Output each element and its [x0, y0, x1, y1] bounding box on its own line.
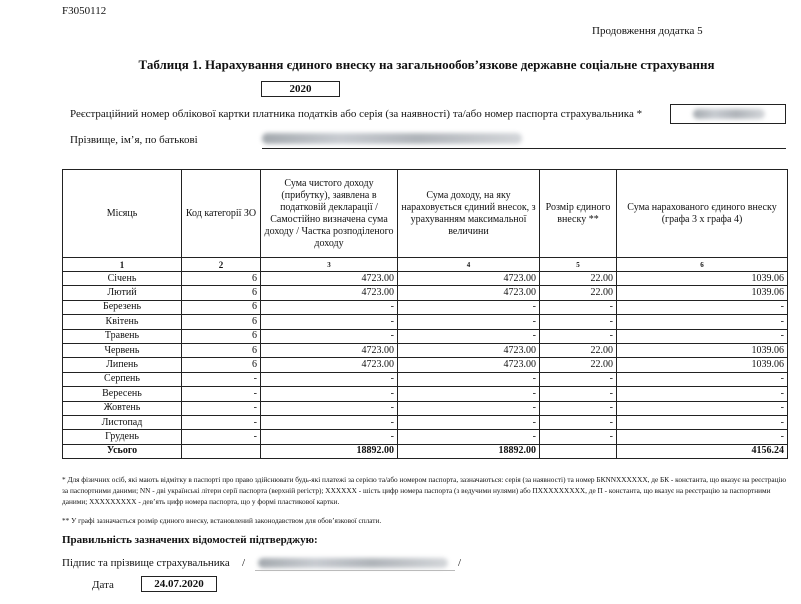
- cell-month: Квітень: [63, 315, 182, 329]
- table-row: [63, 372, 788, 386]
- cell-rate: 22.00: [540, 286, 617, 300]
- table-row: [63, 387, 788, 401]
- cell-month: Травень: [63, 329, 182, 343]
- col-number: 4: [398, 258, 540, 272]
- signature-slash: /: [458, 557, 462, 569]
- cell-net-income: 4723.00: [261, 343, 398, 357]
- cell-net-income: -: [261, 372, 398, 386]
- cell-contribution: -: [617, 387, 788, 401]
- cell-contribution: 4156.24: [617, 444, 788, 458]
- cell-month: Січень: [63, 272, 182, 286]
- redacted-full-name: [262, 133, 522, 144]
- cell-assessable-income: -: [398, 300, 540, 314]
- year-field: 2020: [261, 81, 340, 97]
- cell-assessable-income: -: [398, 315, 540, 329]
- col-assessable-income-header: Сума доходу, на яку нараховується єдиний внесок, з урахуванням максимальної величини: [398, 170, 540, 258]
- cell-net-income: -: [261, 315, 398, 329]
- cell-net-income: -: [261, 329, 398, 343]
- cell-assessable-income: -: [398, 415, 540, 429]
- cell-net-income: 4723.00: [261, 286, 398, 300]
- cell-assessable-income: 18892.00: [398, 444, 540, 458]
- cell-net-income: -: [261, 300, 398, 314]
- cell-assessable-income: 4723.00: [398, 343, 540, 357]
- cell-rate: -: [540, 329, 617, 343]
- table-row: [63, 329, 788, 343]
- date-field: 24.07.2020: [141, 576, 217, 592]
- cell-net-income: 4723.00: [261, 358, 398, 372]
- cell-contribution: -: [617, 300, 788, 314]
- cell-net-income: 4723.00: [261, 272, 398, 286]
- col-number: 6: [617, 258, 788, 272]
- col-number: 2: [182, 258, 261, 272]
- col-number: 1: [63, 258, 182, 272]
- cell-month: Березень: [63, 300, 182, 314]
- cell-month: Липень: [63, 358, 182, 372]
- footnote-passport: * Для фізичних осіб, які мають відмітку в паспорті про право здійснювати будь-які платежі за серією та/або номером паспорта, зазначаються: серія (за наявності) та номер БКNNXXXXXX, де БК - константа, що вказує на реєстрацію за паспортними даними; NN - дві українські літери серії паспорта (верхній регістр); XXXXXX - шість цифр номера паспорта (з ведучими нулями) або ПXXXXXXXXX, де П - константа, що вказує на реєстрацію за паспортними даними; XXXXXXXXX - дев’ять цифр номера паспорта, що у формі пластикової картки.: [62, 475, 787, 506]
- table-row: [63, 286, 788, 300]
- cell-contribution: 1039.06: [617, 286, 788, 300]
- cell-rate: -: [540, 372, 617, 386]
- signature-slash: /: [242, 557, 246, 569]
- table-row: [63, 358, 788, 372]
- cell-assessable-income: -: [398, 387, 540, 401]
- cell-category: 6: [182, 286, 261, 300]
- cell-assessable-income: -: [398, 430, 540, 444]
- cell-contribution: -: [617, 415, 788, 429]
- continuation-note: Продовження додатка 5: [592, 25, 703, 37]
- cell-assessable-income: -: [398, 329, 540, 343]
- cell-category: -: [182, 401, 261, 415]
- cell-rate: 22.00: [540, 358, 617, 372]
- cell-category: 6: [182, 315, 261, 329]
- col-number: 3: [261, 258, 398, 272]
- full-name-label: Прізвище, ім’я, по батькові: [70, 134, 198, 146]
- cell-month: Усього: [63, 444, 182, 458]
- cell-month: Грудень: [63, 430, 182, 444]
- table-row: [63, 430, 788, 444]
- cell-contribution: -: [617, 329, 788, 343]
- cell-rate: [540, 444, 617, 458]
- cell-contribution: -: [617, 372, 788, 386]
- table-total-row: [63, 444, 788, 458]
- cell-assessable-income: -: [398, 372, 540, 386]
- cell-contribution: -: [617, 401, 788, 415]
- full-name-underline: [262, 148, 786, 149]
- footnote-rate: ** У графі зазначається розмір єдиного внеску, встановлений законодавством для обов’язкової сплати.: [62, 516, 382, 525]
- registration-number-label: Реєстраційний номер облікової картки платника податків або серія (за наявності) та/або номер паспорта страхувальника *: [70, 108, 643, 120]
- redacted-signature-name: [258, 558, 448, 568]
- cell-month: Вересень: [63, 387, 182, 401]
- cell-category: 6: [182, 272, 261, 286]
- registration-number-field: [670, 104, 786, 124]
- cell-net-income: -: [261, 430, 398, 444]
- table-row: [63, 415, 788, 429]
- cell-category: 6: [182, 300, 261, 314]
- cell-net-income: -: [261, 387, 398, 401]
- cell-month: Червень: [63, 343, 182, 357]
- contribution-table: [62, 169, 788, 459]
- date-label: Дата: [92, 579, 114, 591]
- cell-category: [182, 444, 261, 458]
- cell-assessable-income: 4723.00: [398, 272, 540, 286]
- cell-rate: 22.00: [540, 343, 617, 357]
- table-row: [63, 272, 788, 286]
- cell-contribution: -: [617, 315, 788, 329]
- table-row: [63, 401, 788, 415]
- cell-rate: -: [540, 401, 617, 415]
- col-contribution-header: Сума нарахованого єдиного внеску (графа 3 х графа 4): [617, 170, 788, 258]
- cell-net-income: -: [261, 401, 398, 415]
- col-number: 5: [540, 258, 617, 272]
- table-row: [63, 300, 788, 314]
- cell-net-income: 18892.00: [261, 444, 398, 458]
- cell-rate: 22.00: [540, 272, 617, 286]
- col-month-header: Місяць: [63, 170, 182, 258]
- cell-contribution: 1039.06: [617, 358, 788, 372]
- cell-contribution: 1039.06: [617, 343, 788, 357]
- col-net-income-header: Сума чистого доходу (прибутку), заявлена в податковій декларації / Самостійно визначена сума доходу / Частка розподіленого доходу: [261, 170, 398, 258]
- cell-rate: -: [540, 315, 617, 329]
- cell-category: -: [182, 415, 261, 429]
- col-category-header: Код категорії ЗО: [182, 170, 261, 258]
- col-rate-header: Розмір єдиного внеску **: [540, 170, 617, 258]
- cell-month: Лютий: [63, 286, 182, 300]
- cell-rate: -: [540, 387, 617, 401]
- cell-assessable-income: 4723.00: [398, 358, 540, 372]
- cell-contribution: 1039.06: [617, 272, 788, 286]
- column-number-row: [63, 258, 788, 272]
- table-row: [63, 343, 788, 357]
- cell-category: -: [182, 372, 261, 386]
- table-title: Таблиця 1. Нарахування єдиного внеску на загальнообов’язкове державне соціальне страхування: [138, 57, 715, 72]
- cell-category: -: [182, 430, 261, 444]
- signature-underline: [255, 570, 455, 571]
- confirmation-heading: Правильність зазначених відомостей підтверджую:: [62, 534, 318, 546]
- cell-month: Серпень: [63, 372, 182, 386]
- cell-contribution: -: [617, 430, 788, 444]
- form-code: F3050112: [62, 5, 107, 17]
- cell-month: Листопад: [63, 415, 182, 429]
- redacted-registration-number: [693, 109, 765, 119]
- table-header-row: [63, 170, 788, 258]
- cell-month: Жовтень: [63, 401, 182, 415]
- cell-category: -: [182, 387, 261, 401]
- signature-label: Підпис та прізвище страхувальника: [62, 557, 230, 569]
- cell-category: 6: [182, 329, 261, 343]
- cell-net-income: -: [261, 415, 398, 429]
- cell-assessable-income: 4723.00: [398, 286, 540, 300]
- cell-assessable-income: -: [398, 401, 540, 415]
- cell-rate: -: [540, 430, 617, 444]
- table-row: [63, 315, 788, 329]
- cell-rate: -: [540, 415, 617, 429]
- cell-category: 6: [182, 343, 261, 357]
- cell-category: 6: [182, 358, 261, 372]
- cell-rate: -: [540, 300, 617, 314]
